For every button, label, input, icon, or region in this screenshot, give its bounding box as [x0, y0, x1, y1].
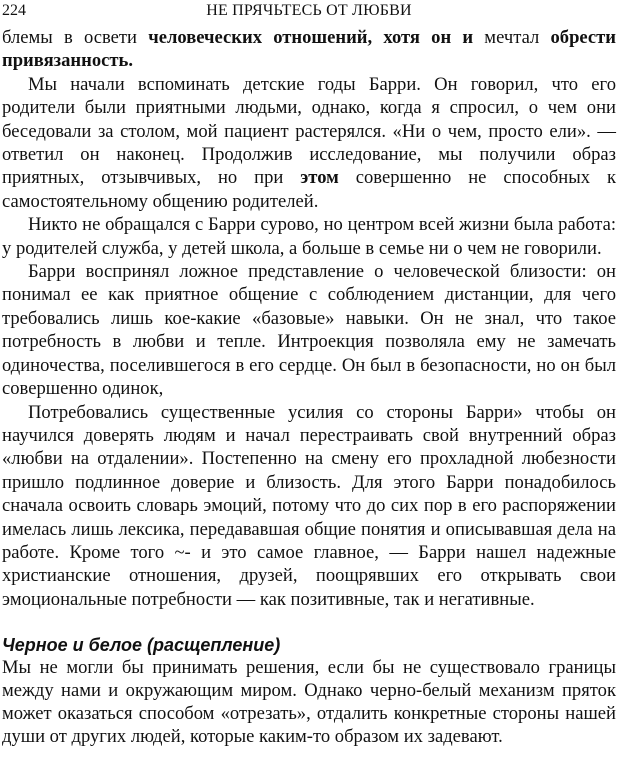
paragraph-text: совершенно не способных к самостоятельному общению родителей.: [2, 167, 616, 212]
paragraph-text: мечтал: [473, 27, 551, 48]
bold-phrase: обрести привязанность.: [2, 27, 616, 72]
paragraph-text: Мы начали вспоминать детские годы Барри. Он говорил, что его родители были приятными людьми, однако, когда я спросил, о чем они беседовали за столом, мой пациент растерялся. «Ни о чем, просто ели». — ответил он наконец. Продолжив исследование, мы получили образ приятных, отзывчивых, но при: [2, 73, 616, 189]
section-heading: Черное и белое (расщепление): [2, 635, 281, 656]
paragraph: Потребовались существенные усилия со стороны Барри» чтобы он научился доверять людям и начал перестраивать свой внутренний образ «любви на отдалении». Постепенно на смену его прохладной любезности пришло подлинное доверие и близость. Для этого Барри понадобилось сначала освоить словарь эмоций, потому что до сих пор в его распоряжении имелась лишь лексика, передававшая общие понятия и описывавшая дела на работе. Кроме того ~- и это самое главное, — Барри нашел надежные христианские отношения, друзей, поощрявших его открывать свои эмоциональные потребности — как позитивные, так и негативные.: [2, 401, 616, 610]
bold-phrase: этом: [300, 167, 339, 189]
bold-phrase: человеческих отношений, хотя он и: [148, 27, 474, 48]
page-number: 224: [2, 2, 26, 19]
paragraph-text: блемы в освети: [2, 27, 149, 48]
paragraph-continued: [2, 26, 616, 73]
running-title: НЕ ПРЯЧЬТЕСЬ ОТ ЛЮБВИ: [206, 2, 412, 19]
section-paragraph: Мы не могли бы принимать решения, если бы не существовало границы между нами и окружающим миром. Однако черно-белый механизм пряток может оказаться способом «отрезать», отдалить конкретные стороны нашей души от других людей, которые каким-то образом их задевают.: [2, 657, 616, 747]
main-text: [2, 26, 616, 611]
paragraph: Барри воспринял ложное представление о человеческой близости: он понимал ее как приятное общение с соблюдением дистанции, для чего требовались лишь кое-какие «базовые» навыки. Он не знал, что такое потребность в любви и тепле. Интроекция позволяла ему не замечать одиночества, поселившегося в его сердце. Он был в безопасности, но он был совершенно одинок,: [2, 261, 616, 400]
running-header: [2, 0, 616, 26]
paragraph: Никто не обращался с Барри сурово, но центром всей жизни была работа: у родителей служба, у детей школа, а больше в семье ни о чем не говорили.: [2, 214, 616, 259]
paragraph: [2, 73, 616, 213]
